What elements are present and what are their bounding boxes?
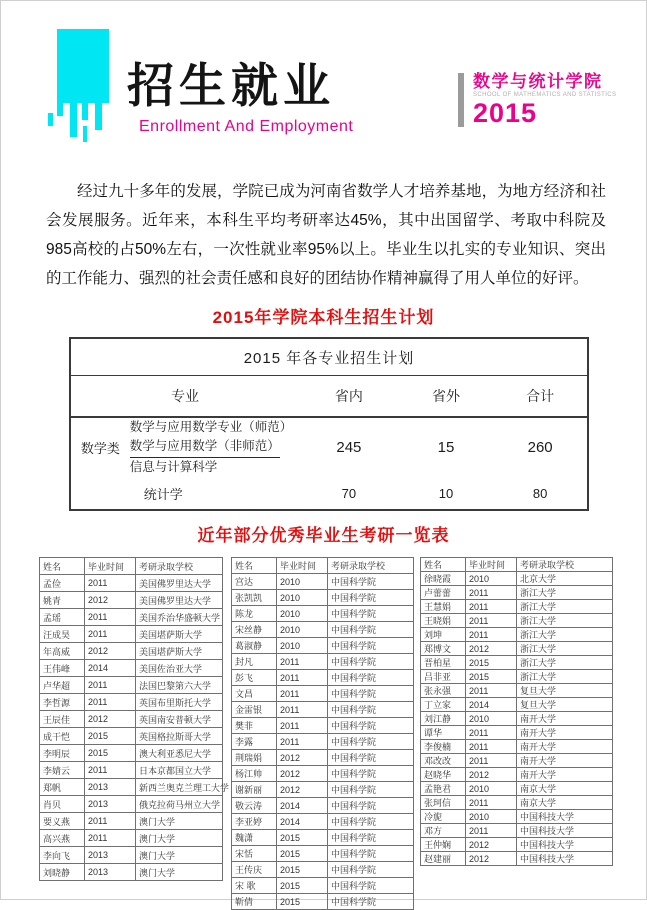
name-cell: 靳倩 (232, 894, 277, 910)
table-row (421, 698, 613, 712)
year-cell: 2015 (277, 894, 328, 910)
school-cell: 南开大学 (517, 712, 613, 726)
school-cell: 中国科学院 (328, 718, 414, 734)
table-row (232, 766, 414, 782)
name-cell: 樊菲 (232, 718, 277, 734)
table-row (421, 810, 613, 824)
year-cell: 2011 (466, 726, 517, 740)
school-cell: 浙江大学 (517, 656, 613, 670)
year-cell: 2012 (85, 711, 136, 728)
year-cell: 2010 (277, 590, 328, 606)
table-row (232, 830, 414, 846)
name-cell: 李婧云 (40, 762, 85, 779)
school-cell: 复旦大学 (517, 698, 613, 712)
school-cell: 浙江大学 (517, 586, 613, 600)
table-row (421, 782, 613, 796)
school-cell: 美国佛罗里达大学 (136, 592, 223, 609)
major-line-1: 数学与应用数学专业（师范） (129, 420, 293, 434)
name-cell: 李露 (232, 734, 277, 750)
year-cell: 2011 (466, 754, 517, 768)
table-row (232, 814, 414, 830)
name-cell: 张永强 (421, 684, 466, 698)
school-cell: 中国科技大学 (517, 810, 613, 824)
year-cell: 2011 (85, 626, 136, 643)
name-cell: 金雷银 (232, 702, 277, 718)
column-header-major: 专业 (70, 376, 299, 418)
table-row (40, 813, 223, 830)
year-cell: 2011 (466, 796, 517, 810)
school-cell: 中国科技大学 (517, 838, 613, 852)
year-cell: 2011 (277, 670, 328, 686)
year-cell: 2011 (466, 586, 517, 600)
name-cell: 汪成昊 (40, 626, 85, 643)
name-cell: 葛淑静 (232, 638, 277, 654)
name-cell: 王慧娟 (421, 600, 466, 614)
name-cell: 荆瑞娟 (232, 750, 277, 766)
column-header: 姓名 (40, 558, 85, 575)
name-cell: 宋丝静 (232, 622, 277, 638)
year-cell: 2015 (85, 728, 136, 745)
year-cell: 2011 (466, 740, 517, 754)
year-cell: 2012 (277, 750, 328, 766)
name-cell: 丁立家 (421, 698, 466, 712)
school-cell: 美国佛罗里达大学 (136, 575, 223, 592)
table-row (40, 677, 223, 694)
name-cell: 李明辰 (40, 745, 85, 762)
year-cell: 2013 (85, 847, 136, 864)
table-row (421, 796, 613, 810)
graduates-table-middle (231, 557, 414, 910)
year-cell: 2013 (85, 779, 136, 796)
year-cell: 2011 (466, 600, 517, 614)
table-row (232, 894, 414, 910)
year-cell: 2011 (277, 734, 328, 750)
table-row (421, 838, 613, 852)
school-cell: 南开大学 (517, 726, 613, 740)
year-cell: 2011 (466, 684, 517, 698)
column-header: 毕业时间 (466, 558, 517, 572)
year-cell: 2010 (277, 574, 328, 590)
name-cell: 宋恬 (232, 846, 277, 862)
table-row (421, 572, 613, 586)
table-row (421, 768, 613, 782)
name-cell: 刘坤 (421, 628, 466, 642)
school-cell: 美国堪萨斯大学 (136, 643, 223, 660)
year-cell: 2010 (466, 782, 517, 796)
year-cell: 2015 (277, 862, 328, 878)
column-header: 考研录取学校 (328, 558, 414, 574)
intro-paragraph: 经过九十多年的发展，学院已成为河南省数学人才培养基地，为地方经济和社会发展服务。近年来，本科生平均考研率达45%，其中出国留学、考取中科院及985高校的占50%左右，一次性就业率95%以上。毕业生以扎实的专业知识、突出的工作能力、强烈的社会责任感和良好的团结协作精神赢得了用人单位的好评。 (46, 183, 606, 287)
school-cell: 中国科学院 (328, 654, 414, 670)
year-cell: 2015 (85, 745, 136, 762)
category-cell-empty (70, 477, 130, 510)
school-cell: 浙江大学 (517, 642, 613, 656)
school-cell: 浙江大学 (517, 600, 613, 614)
table-row (421, 754, 613, 768)
year-cell: 2010 (277, 622, 328, 638)
table-row (232, 846, 414, 862)
column-header-out-province: 省外 (399, 376, 494, 418)
out-province-cell: 15 (437, 439, 455, 456)
name-cell: 魏潇 (232, 830, 277, 846)
year-cell: 2012 (277, 766, 328, 782)
school-cell: 澳大利亚悉尼大学 (136, 745, 223, 762)
year-cell: 2010 (466, 810, 517, 824)
column-header: 姓名 (232, 558, 277, 574)
school-name: 数学与统计学院 (473, 72, 603, 91)
table-row (40, 711, 223, 728)
school-cell: 澳门大学 (136, 864, 223, 881)
table-row (40, 830, 223, 847)
name-cell: 刘晓静 (40, 864, 85, 881)
school-cell: 法国巴黎第六大学 (136, 677, 223, 694)
school-cell: 中国科学院 (328, 862, 414, 878)
column-header: 考研录取学校 (136, 558, 223, 575)
name-cell: 冷旎 (421, 810, 466, 824)
table-caption-row (70, 338, 588, 376)
year-cell: 2011 (85, 609, 136, 626)
school-cell: 中国科学院 (328, 878, 414, 894)
table-row (232, 798, 414, 814)
school-cell: 中国科学院 (328, 782, 414, 798)
name-cell: 徐晓霞 (421, 572, 466, 586)
name-cell: 卢华超 (40, 677, 85, 694)
school-cell: 中国科学院 (328, 750, 414, 766)
column-header: 毕业时间 (277, 558, 328, 574)
table-row (232, 622, 414, 638)
table-row (232, 654, 414, 670)
year-cell: 2011 (466, 628, 517, 642)
column-header: 考研录取学校 (517, 558, 613, 572)
name-cell: 赵晓华 (421, 768, 466, 782)
name-cell: 吕非亚 (421, 670, 466, 684)
school-cell: 中国科学院 (328, 766, 414, 782)
year-cell: 2015 (466, 656, 517, 670)
graduates-section-title: 近年部分优秀毕业生考研一览表 (197, 526, 450, 545)
table-caption: 2015 年各专业招生计划 (70, 338, 588, 376)
school-name-en: SCHOOL OF MATHEMATICS AND STATISTICS (473, 92, 617, 98)
graduates-tables (39, 557, 613, 910)
school-cell: 中国科技大学 (517, 852, 613, 866)
year-cell: 2010 (466, 712, 517, 726)
in-province-cell: 70 (341, 485, 357, 501)
out-province-cell: 10 (438, 485, 454, 501)
school-cell: 南开大学 (517, 740, 613, 754)
table-row (40, 592, 223, 609)
school-cell: 南京大学 (517, 796, 613, 810)
year-cell: 2011 (85, 575, 136, 592)
school-cell: 澳门大学 (136, 830, 223, 847)
table-header-row (421, 558, 613, 572)
name-cell: 文昌 (232, 686, 277, 702)
table-row (40, 643, 223, 660)
table-row (40, 762, 223, 779)
table-row (232, 574, 414, 590)
statistics-row (70, 477, 588, 510)
school-cell: 南京大学 (517, 782, 613, 796)
school-cell: 新西兰奥克兰理工大学 (136, 779, 223, 796)
table-row (232, 702, 414, 718)
name-cell: 姚青 (40, 592, 85, 609)
table-row (40, 847, 223, 864)
name-cell: 王仲娴 (421, 838, 466, 852)
year-cell: 2011 (85, 830, 136, 847)
school-cell: 中国科学院 (328, 670, 414, 686)
year-cell: 2010 (277, 606, 328, 622)
school-cell: 日本京都国立大学 (136, 762, 223, 779)
name-cell: 赵建丽 (421, 852, 466, 866)
table-row (421, 684, 613, 698)
major-line-2: 数学与应用数学（非师范） (130, 437, 280, 458)
name-cell: 陈龙 (232, 606, 277, 622)
total-cell: 80 (532, 485, 548, 501)
table-row (40, 609, 223, 626)
school-cell: 澳门大学 (136, 813, 223, 830)
table-row (40, 660, 223, 677)
school-cell: 中国科学院 (328, 574, 414, 590)
column-header: 姓名 (421, 558, 466, 572)
year-cell: 2013 (85, 796, 136, 813)
enrollment-table (69, 337, 589, 511)
year-cell: 2014 (277, 814, 328, 830)
name-cell: 敬云涛 (232, 798, 277, 814)
name-cell: 王伟峰 (40, 660, 85, 677)
year-cell: 2011 (85, 694, 136, 711)
table-row (421, 600, 613, 614)
school-cell: 浙江大学 (517, 670, 613, 684)
major-cell: 统计学 (143, 486, 183, 502)
name-cell: 彭飞 (232, 670, 277, 686)
table-row (40, 864, 223, 881)
year-cell: 2014 (277, 798, 328, 814)
school-cell: 中国科学院 (328, 590, 414, 606)
name-cell: 封凡 (232, 654, 277, 670)
name-cell: 宋 歌 (232, 878, 277, 894)
name-cell: 年高威 (40, 643, 85, 660)
year-cell: 2014 (85, 660, 136, 677)
table-row (40, 745, 223, 762)
table-row (421, 852, 613, 866)
school-cell: 北京大学 (517, 572, 613, 586)
graduates-table-left (39, 557, 230, 881)
name-cell: 邓方 (421, 824, 466, 838)
name-cell: 刘江静 (421, 712, 466, 726)
table-row (421, 642, 613, 656)
column-header-in-province: 省内 (299, 376, 399, 418)
year-cell: 2012 (466, 852, 517, 866)
name-cell: 要义燕 (40, 813, 85, 830)
name-cell: 李亚婷 (232, 814, 277, 830)
school-cell: 中国科学院 (328, 894, 414, 910)
school-cell: 南开大学 (517, 768, 613, 782)
math-group-row (70, 417, 588, 477)
school-cell: 中国科学院 (328, 846, 414, 862)
school-cell: 美国乔治华盛顿大学 (136, 609, 223, 626)
school-cell: 中国科学院 (328, 830, 414, 846)
major-line-3: 信息与计算科学 (129, 460, 218, 474)
year-cell: 2013 (85, 864, 136, 881)
table-header-row (40, 558, 223, 575)
year-cell: 2010 (277, 638, 328, 654)
school-cell: 中国科学院 (328, 798, 414, 814)
year-cell: 2011 (466, 824, 517, 838)
year-cell: 2010 (466, 572, 517, 586)
table-row (40, 796, 223, 813)
school-cell: 中国科学院 (328, 702, 414, 718)
name-cell: 李向飞 (40, 847, 85, 864)
table-header-row (232, 558, 414, 574)
in-province-cell: 245 (336, 439, 362, 456)
name-cell: 晋柏星 (421, 656, 466, 670)
year-cell: 2015 (277, 878, 328, 894)
page-subtitle: Enrollment And Employment (139, 118, 354, 135)
school-cell: 澳门大学 (136, 847, 223, 864)
name-cell: 孟艳君 (421, 782, 466, 796)
table-row (421, 740, 613, 754)
table-row (40, 728, 223, 745)
year-cell: 2011 (277, 654, 328, 670)
school-cell: 英国南安普顿大学 (136, 711, 223, 728)
name-cell: 郑帆 (40, 779, 85, 796)
school-cell: 中国科学院 (328, 734, 414, 750)
name-cell: 邓改改 (421, 754, 466, 768)
table-row (232, 734, 414, 750)
name-cell: 张珂信 (421, 796, 466, 810)
school-cell: 英国格拉斯哥大学 (136, 728, 223, 745)
table-row (421, 824, 613, 838)
table-row (421, 628, 613, 642)
school-cell: 中国科学院 (328, 622, 414, 638)
year-cell: 2011 (85, 762, 136, 779)
table-row (232, 606, 414, 622)
name-cell: 成干恺 (40, 728, 85, 745)
year-cell: 2011 (85, 813, 136, 830)
year-cell: 2012 (466, 642, 517, 656)
table-row (40, 575, 223, 592)
year-cell: 2015 (277, 830, 328, 846)
name-cell: 卢蕾蕾 (421, 586, 466, 600)
year-cell: 2011 (277, 686, 328, 702)
table-row (232, 590, 414, 606)
table-row (421, 656, 613, 670)
school-cell: 英国布里斯托大学 (136, 694, 223, 711)
school-cell: 复旦大学 (517, 684, 613, 698)
name-cell: 高兴燕 (40, 830, 85, 847)
page-title: 招生就业 (127, 59, 335, 112)
table-row (232, 670, 414, 686)
name-cell: 王辰佳 (40, 711, 85, 728)
school-cell: 美国堪萨斯大学 (136, 626, 223, 643)
school-cell: 美国佐治亚大学 (136, 660, 223, 677)
school-block (458, 73, 616, 127)
column-header-total: 合计 (493, 376, 588, 418)
school-cell: 浙江大学 (517, 628, 613, 642)
table-row (421, 670, 613, 684)
school-cell: 中国科技大学 (517, 824, 613, 838)
table-row (40, 694, 223, 711)
name-cell: 王晓娟 (421, 614, 466, 628)
table-row (421, 712, 613, 726)
table-row (232, 686, 414, 702)
majors-cell (130, 417, 299, 477)
year-cell: 2011 (277, 702, 328, 718)
school-cell: 浙江大学 (517, 614, 613, 628)
school-cell: 中国科学院 (328, 638, 414, 654)
school-cell: 南开大学 (517, 754, 613, 768)
year-cell: 2012 (466, 838, 517, 852)
table-header-row (70, 376, 588, 418)
table-row (232, 862, 414, 878)
enrollment-section-title: 2015年学院本科生招生计划 (212, 308, 435, 327)
category-cell: 数学类 (80, 441, 120, 456)
name-cell: 谭华 (421, 726, 466, 740)
name-cell: 孟瑶 (40, 609, 85, 626)
name-cell: 杨江帅 (232, 766, 277, 782)
name-cell: 王传庆 (232, 862, 277, 878)
school-cell: 中国科学院 (328, 686, 414, 702)
year-cell: 2014 (466, 698, 517, 712)
table-row (421, 586, 613, 600)
total-cell: 260 (527, 439, 553, 456)
graduates-table-right (420, 557, 613, 866)
year-cell: 2012 (85, 592, 136, 609)
year-cell: 2012 (466, 768, 517, 782)
table-row (232, 750, 414, 766)
year-cell: 2011 (277, 718, 328, 734)
name-cell: 李哲源 (40, 694, 85, 711)
year-cell: 2015 (466, 670, 517, 684)
name-cell: 肖贝 (40, 796, 85, 813)
table-row (421, 614, 613, 628)
table-row (232, 782, 414, 798)
name-cell: 孟俭 (40, 575, 85, 592)
year-cell: 2011 (85, 677, 136, 694)
name-cell: 郑博文 (421, 642, 466, 656)
table-row (40, 779, 223, 796)
name-cell: 李俊楠 (421, 740, 466, 754)
dripping-paint-logo-icon (48, 29, 118, 159)
table-row (421, 726, 613, 740)
school-cell: 俄克拉荷马州立大学 (136, 796, 223, 813)
table-row (232, 718, 414, 734)
school-year: 2015 (473, 98, 538, 128)
name-cell: 宫达 (232, 574, 277, 590)
year-cell: 2012 (277, 782, 328, 798)
name-cell: 张凯凯 (232, 590, 277, 606)
school-cell: 中国科学院 (328, 814, 414, 830)
table-row (40, 626, 223, 643)
table-row (232, 638, 414, 654)
table-row (232, 878, 414, 894)
year-cell: 2012 (85, 643, 136, 660)
name-cell: 谢新丽 (232, 782, 277, 798)
year-cell: 2015 (277, 846, 328, 862)
school-cell: 中国科学院 (328, 606, 414, 622)
year-cell: 2011 (466, 614, 517, 628)
column-header: 毕业时间 (85, 558, 136, 575)
